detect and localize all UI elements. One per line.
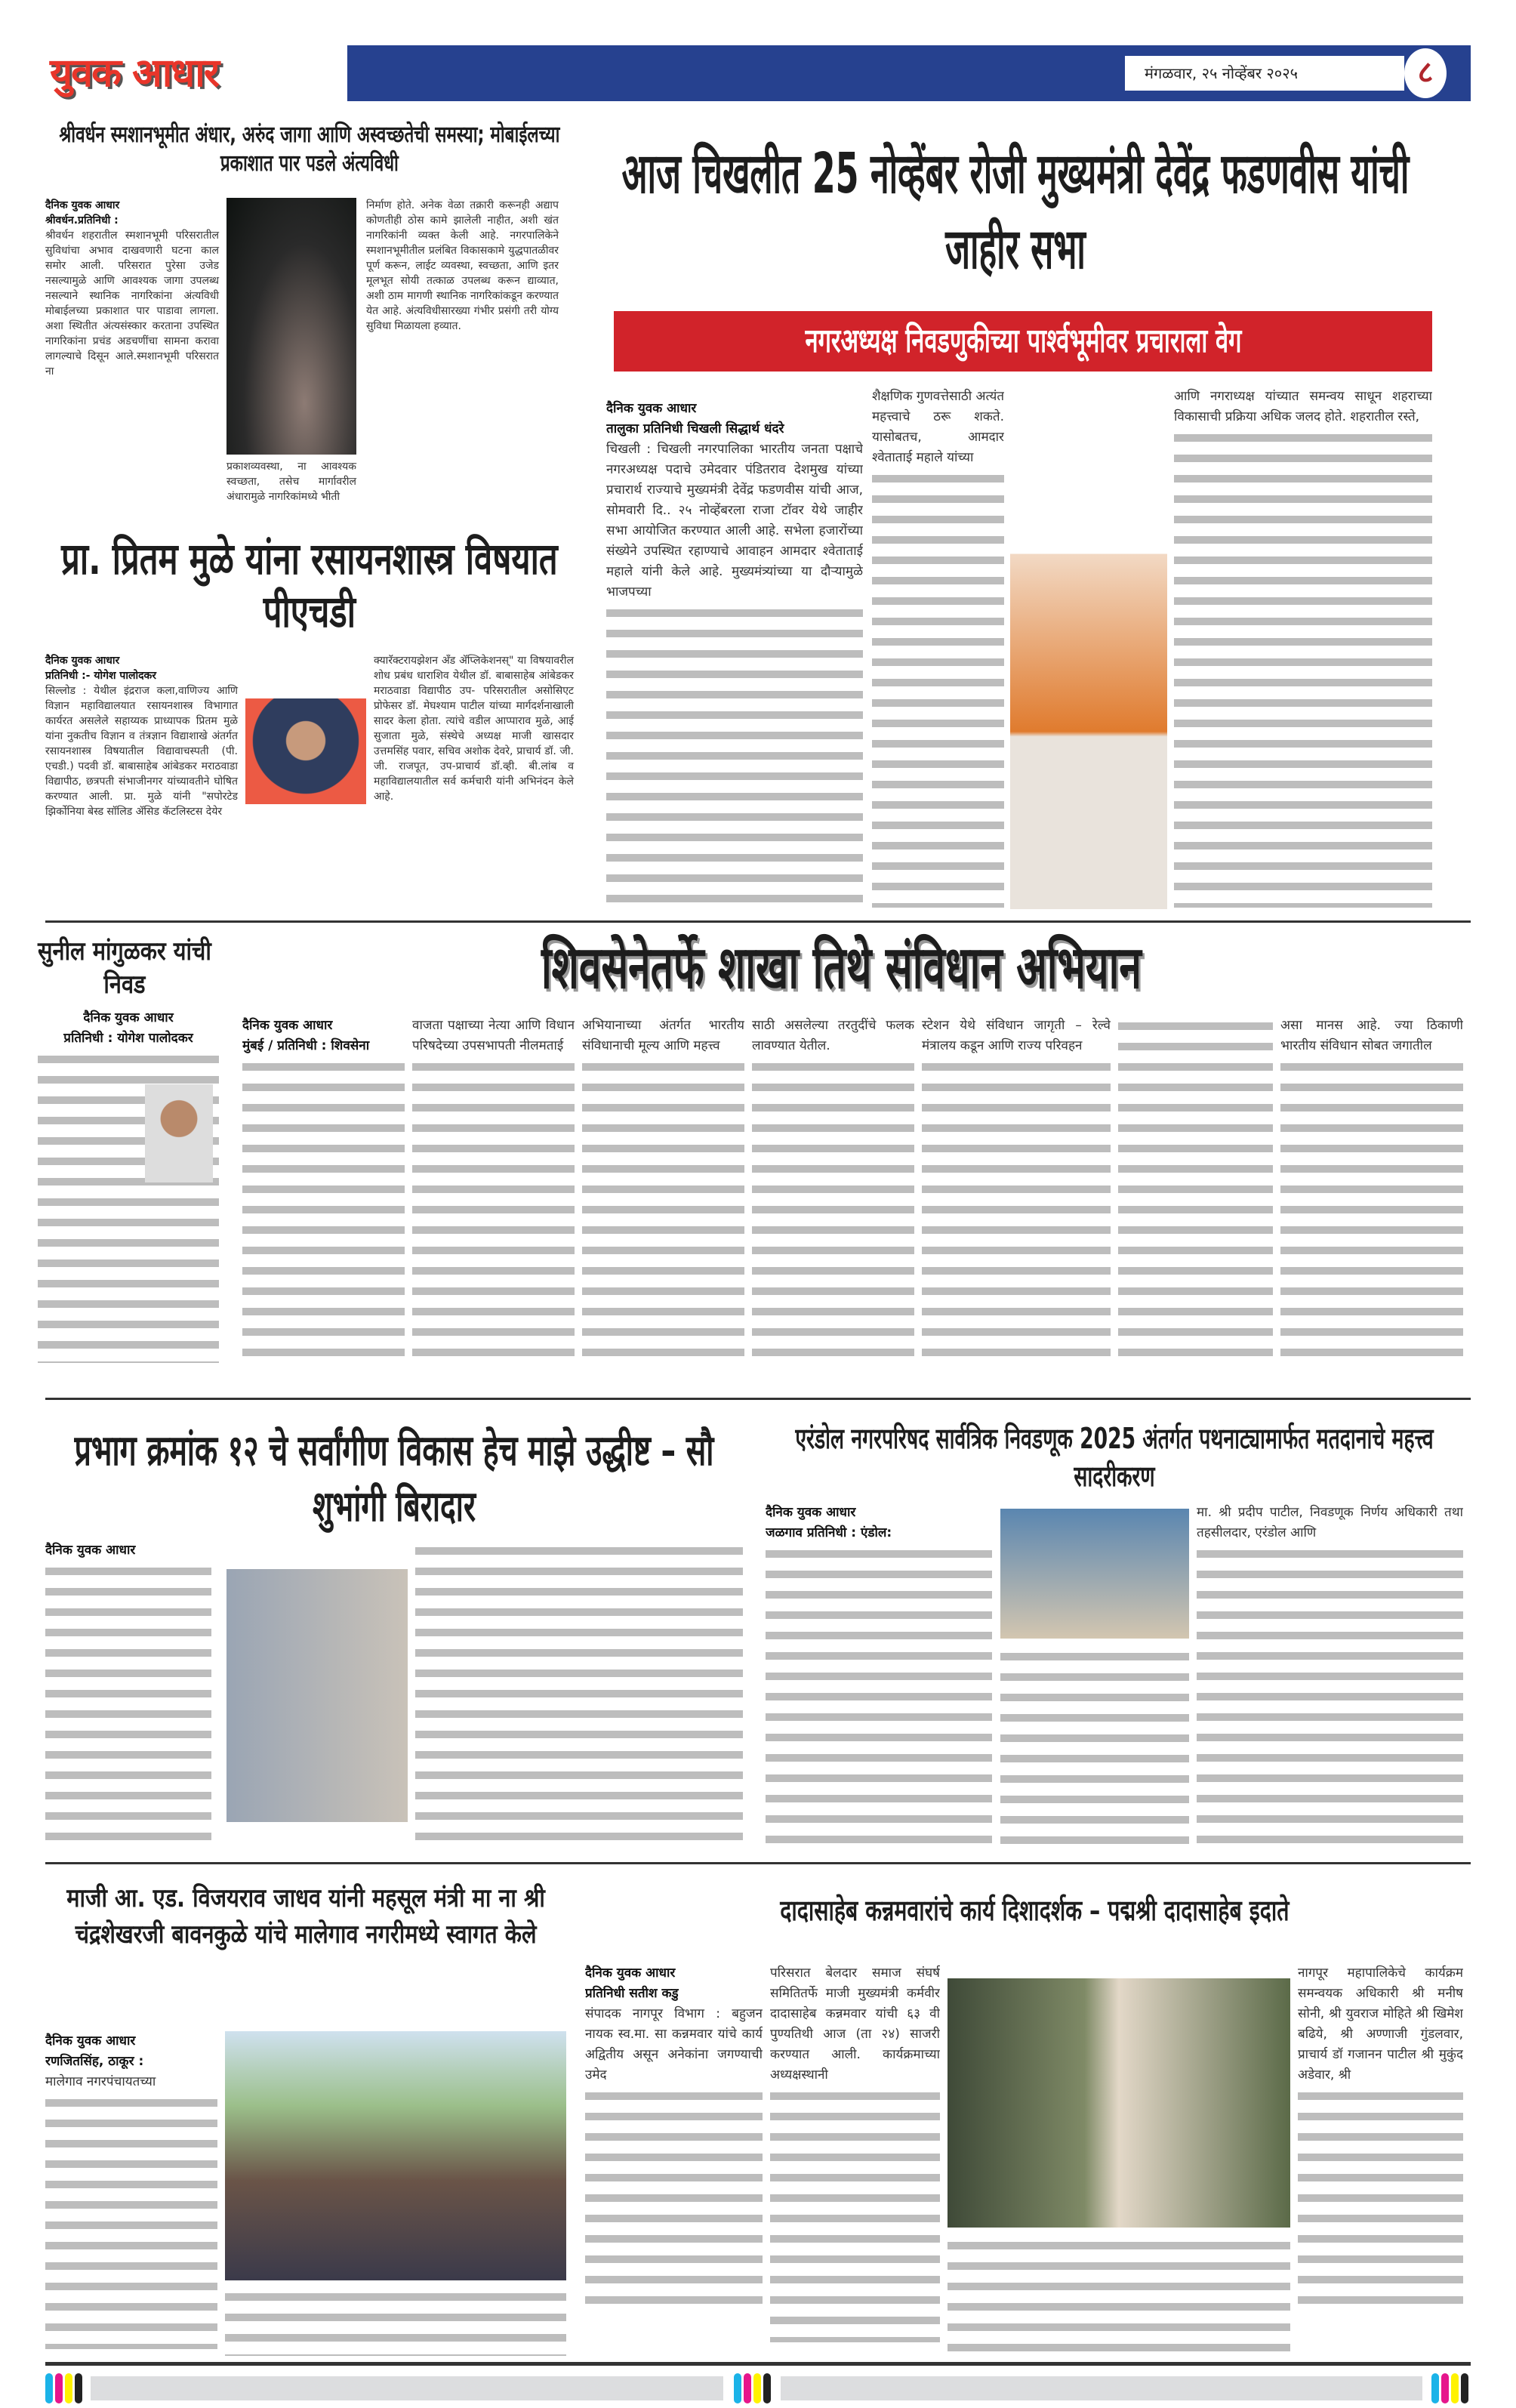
article-column [242, 1016, 405, 1363]
headline-fadnavis: आज चिखलीत 25 नोव्हेंबर रोजी मुख्यमंत्री देवेंद्र फडणवीस यांची जाहीर सभा [621, 141, 1410, 282]
sunil-portrait [145, 1084, 213, 1182]
article-column [45, 653, 238, 819]
headline-prabhag: प्रभाग क्रमांक १२ चे सर्वांगीण विकास हेच माझे उद्धीष्ट – सौ शुभांगी बिरादार [74, 1426, 714, 1531]
byline: दैनिक युवक आधार [45, 2033, 136, 2049]
byline: मुंबई / प्रतिनिधी : शिवसेना [242, 1038, 370, 1053]
byline: दैनिक युवक आधार [45, 1543, 136, 1558]
article-column [1197, 1503, 1463, 1850]
welcome-event-photo [225, 2031, 566, 2280]
article-text: मा. श्री प्रदीप पाटील, निवडणूक निर्णय अधिकारी तथा तहसीलदार, एरंडोल आणि [1197, 1505, 1463, 1540]
byline: दैनिक युवक आधार [606, 401, 697, 416]
article-column [582, 1016, 744, 1363]
section-divider [45, 1398, 1471, 1400]
article-column [415, 1540, 743, 1850]
page-number: ८ [1404, 48, 1447, 98]
subheadline-banner [614, 311, 1432, 372]
article-column [770, 1963, 940, 2356]
article-text: साठी असलेल्या तरतुदींचे फलक लावण्यात येतील. [752, 1018, 914, 1053]
article-column [606, 399, 863, 908]
headline-dadasaheb: दादासाहेब कन्नमवारांचे कार्य दिशादर्शक – पद्मश्री दादासाहेब इदाते [780, 1894, 1290, 1927]
byline: प्रतिनिधी :- योगेश पालोदकर [45, 670, 156, 682]
tribute-event-photo [948, 1978, 1290, 2228]
article-column [45, 198, 219, 379]
article-text: आणि नगराध्यक्ष यांच्यात समन्वय साधून शहराच्या विकासाची प्रक्रिया अधिक जलद होते. शहरातील रस्ते, [1174, 389, 1432, 424]
cremation-ground-photo [226, 198, 356, 455]
article-text: नागपूर महापालिकेचे कार्यक्रम समन्वयक अधिकारी श्री मनीष सोनी, श्री युवराज मोहिते श्री खिमेश बढिये, श्री अण्णाजी गुंडलवार, प्राचार्य डॉ गजानन पाटील श्री मुकुंद अडेवार, श्री [1298, 1966, 1463, 2083]
article-column [1118, 1016, 1273, 1363]
byline: प्रतिनिधी : योगेश पालोदकर [63, 1031, 193, 1046]
professor-portrait [245, 698, 366, 804]
byline: दैनिक युवक आधार [585, 1966, 676, 1981]
byline: तालुका प्रतिनिधी चिखली सिद्धार्थ धंदरे [606, 421, 784, 436]
byline: रणजितसिंह, ठाकूर : [45, 2054, 144, 2069]
article-text: स्टेशन येथे संविधान जागृती – रेल्वे मंत्रालय कडून आणि राज्य परिवहन [922, 1018, 1111, 1053]
byline: जळगाव प्रतिनिधी : एंडोल: [766, 1525, 892, 1540]
article-column [412, 1016, 575, 1363]
page-bottom-rule [45, 2362, 1471, 2366]
article-text: निर्माण होते. अनेक वेळा तक्रारी करूनही अद्याप कोणतीही ठोस कामे झालेली नाहीत, अशी खंत नागरिकांनी व्यक्त केली आहे. नगरपालिकेने स्मशानभूमीतील प्रलंबित विकासकामे युद्धपातळीवर पूर्ण करून, लाईट व्यवस्था, स्वच्छता, आणि इतर मूलभूत सोयी तत्काळ उपलब्ध करून द्याव्यात, अशी ठाम मागणी स्थानिक नागरिकांकडून करण्यात येत आहे. अंत्यविधीसारख्या गंभीर प्रसंगी तरी योग्य सुविधा मिळायला हव्यात. [366, 199, 559, 332]
article-column [872, 387, 1004, 908]
issue-date: मंगळवार, २५ नोव्हेंबर २०२५ [1125, 56, 1404, 91]
byline: दैनिक युवक आधार [45, 199, 120, 211]
article-column [1280, 1016, 1463, 1363]
article-text: क्यारॅक्टरायझेशन अँड ॲप्लिकेशनस्" या विषयावरील शोध प्रबंध धाराशिव येथील डॉ. बाबासाहेब आंबेडकर मराठवाडा विद्यापीठ उप- परिसरातील असोसिएट प्रोफेसर डॉ. मेघश्याम पाटील यांच्या मार्गदर्शनाखाली सादर केला होता. त्यांचे वडील आप्पाराव मुळे, आई सुजाता मुळे, संस्थेचे अध्यक्ष माजी खासदार उत्तमसिंह पवार, सचिव अशोक देवरे, प्राचार्य डॉ. जी. जी. राजपूत, उप-प्राचार्य डॉ.व्ही. बी.लांब व महाविद्यालयातील सर्व कर्मचारी यांनी अभिनंदन केले आहे. [374, 655, 574, 803]
article-column [1174, 387, 1432, 908]
article-text: प्रकाशव्यवस्था, ना आवश्यक स्वच्छता, तसेच मार्गावरील अंधारामुळे नागरिकांमध्ये भीती [226, 461, 356, 503]
article-text: चिखली : चिखली नगरपालिका भारतीय जनता पक्षाचे नगरअध्यक्ष पदाचे उमेदवार पंडितराव देशमुख यांच्या प्रचारार्थ राज्याचे मुख्यमंत्री देवेंद्र फडणवीस यांची आज, सोमवारी दि.. २५ नोव्हेंबरला राजा टॉवर येथे जाहीर सभा आयोजित करण्यात आली आहे. सभेला हजारोंच्या संख्येने उपस्थित रहाण्याचे आवाहन आमदार श्वेताताई महाले यांनी केले आहे. मुख्यमंत्र्यांच्या या दौऱ्यामुळे भाजपच्या [606, 442, 863, 600]
article-column [225, 2286, 566, 2356]
byline: दैनिक युवक आधार [766, 1505, 856, 1520]
article-text: संपादक नागपूर विभाग : बहुजन नायक स्व.मा. सा कन्नमवार यांचे कार्य अद्वितीय असून अनेकांना जगण्याची उमेद [585, 2006, 763, 2083]
article-text: मालेगाव नगरपंचायतच्या [45, 2074, 156, 2089]
article-column [45, 2031, 217, 2356]
article-text: वाजता पक्षाच्या नेत्या आणि विधान परिषदेच्या उपसभापती नीलमताई [412, 1018, 575, 1053]
section-divider [45, 1862, 1471, 1864]
article-column [38, 1008, 219, 1363]
chief-minister-photo [1010, 402, 1167, 909]
article-column [752, 1016, 914, 1363]
headline-shivsena: शिवसेनेतर्फे शाखा तिथे संविधान अभियान [541, 934, 1142, 1002]
subheadline-text: नगरअध्यक्ष निवडणुकीच्या पार्श्वभूमीवर प्रचाराला वेग [805, 322, 1242, 360]
article-column [1298, 1963, 1463, 2356]
section-divider [45, 920, 1471, 923]
article-text: अभियानाच्या अंतर्गत भारतीय संविधानाची मूल्य आणि महत्त्व [582, 1018, 744, 1053]
headline-sunil: सुनील मांगुळकर यांची निवड [38, 936, 211, 1000]
headline-vijayrao: माजी आ. एड. विजयराव जाधव यांनी महसूल मंत्री मा ना श्री चंद्रशेखरजी बावनकुळे यांचे मालेगाव नगरीमध्ये स्वागत केले [66, 1883, 545, 1950]
byline: दैनिक युवक आधार [83, 1010, 174, 1025]
newspaper-logo: युवक आधार [45, 45, 347, 101]
byline: प्रतिनिधी सतीश कडु [585, 1986, 679, 2001]
street-play-photo [1000, 1509, 1189, 1639]
article-text: सिल्लोड : येथील इंद्रराज कला,वाणिज्य आणि विज्ञान महाविद्यालयात रसायनशास्त्र विभागात कार्यरत असलेले सहाय्यक प्राध्यापक प्रितम मुळे यांना नुकतीच विज्ञान व तंत्रज्ञान विद्याशाखे अंतर्गत रसायनशास्त्र विषयातील विद्यावाचस्पती (पी. एचडी.) पदवी डॉ. बाबासाहेब आंबेडकर मराठवाडा विद्यापीठ, छत्रपती संभाजीनगर यांच्यावतीने घोषित करण्यात आली. प्रा. मुळे यांनी "सपोरटेड झिर्कोनिया बेस्ड सॉलिड ॲसिड कॅटलिस्टस देयेर [45, 685, 238, 818]
article-column [766, 1503, 992, 1850]
candidate-photo [226, 1569, 408, 1822]
article-text: असा मानस आहे. ज्या ठिकाणी भारतीय संविधान सोबत जगातील [1280, 1018, 1463, 1053]
article-column [1000, 1646, 1189, 1850]
article-column [585, 1963, 763, 2356]
article-text: परिसरात बेलदार समाज संघर्ष समितितर्फे माजी मुख्यमंत्री कर्मवीर दादासाहेब कन्नमवार यांची ६३ वी पुण्यतिथी आज (ता २४) साजरी करण्यात आली. कार्यक्रमाच्या अध्यक्षस्थानी [770, 1966, 940, 2083]
article-text: शैक्षणिक गुणवत्तेसाठी अत्यंत महत्त्वाचे ठरू शकते. यासोबतच, आमदार श्वेताताई महाले यांच्या [872, 389, 1004, 465]
article-text: श्रीवर्धन शहरातील स्मशानभूमी परिसरातील सुविधांचा अभाव दाखवणारी घटना काल समोर आली. परिसरात पुरेसा उजेड नसल्यामुळे आणि आवश्यक जागा उपलब्ध नसल्याने स्थानिक नागरिकांना अंत्यविधी मोबाईलच्या प्रकाशात पार पाडावा लागला. अशा स्थितीत अंत्यसंस्कार करताना उपस्थित नागरिकांना प्रचंड अडचणींचा सामना करावा लागल्याचे दिसून आले.स्मशानभूमी परिसरात ना [45, 230, 219, 378]
headline-erandol: एरंडोल नगरपरिषद सार्वत्रिक निवडणूक 2025 अंतर्गत पथनाट्यामार्फत मतदानाचे महत्त्व सादरीकरण [795, 1422, 1434, 1493]
byline: श्रीवर्धन.प्रतिनिधी : [45, 214, 119, 227]
byline: दैनिक युवक आधार [242, 1018, 333, 1033]
headline-shrivardhan: श्रीवर्धन स्मशानभूमीत अंधार, अरुंद जागा आणि अस्वच्छतेची समस्या; मोबाईलच्या प्रकाशात पार पडले अंत्यविधी [59, 122, 560, 177]
registration-marks [45, 2373, 1471, 2403]
headline-phd: प्रा. प्रितम मुळे यांना रसायनशास्त्र विषयात पीएचडी [61, 533, 558, 637]
article-column [948, 2235, 1290, 2356]
article-column [45, 1540, 219, 1850]
byline: दैनिक युवक आधार [45, 655, 120, 667]
article-column [922, 1016, 1111, 1363]
masthead [45, 45, 1471, 101]
